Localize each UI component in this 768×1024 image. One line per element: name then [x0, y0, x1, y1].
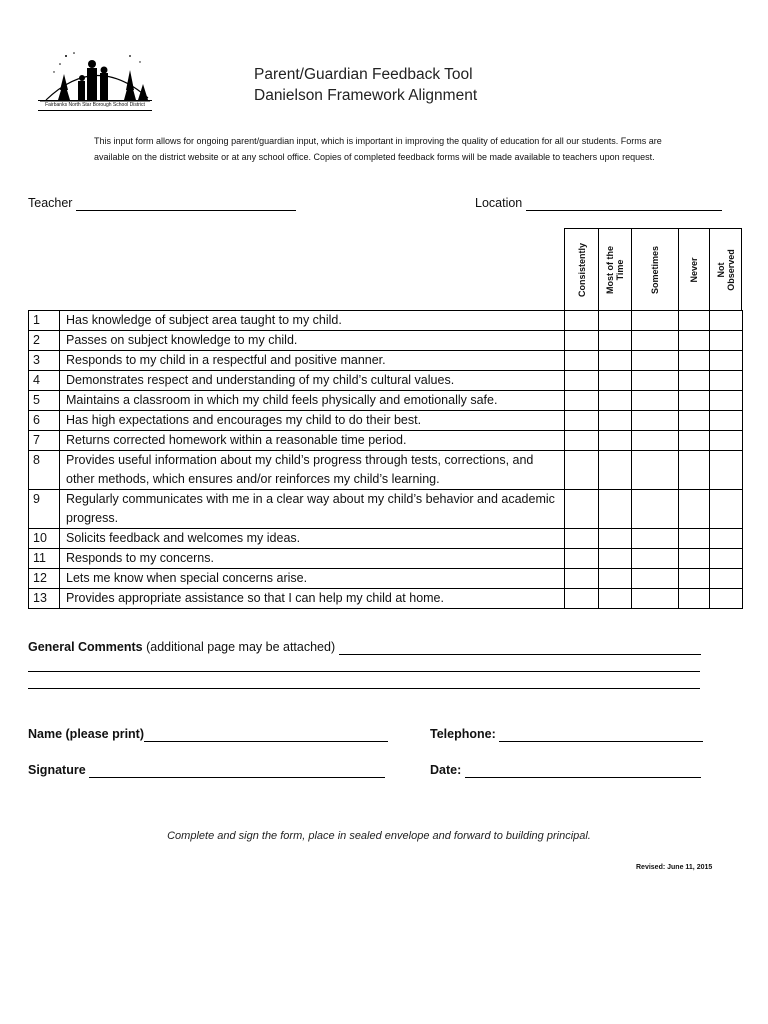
name-label: Name (please print) [28, 727, 145, 741]
rating-cell-most-of-the-time[interactable] [599, 451, 632, 490]
signature-input-line[interactable] [89, 765, 385, 778]
rating-cell-most-of-the-time[interactable] [599, 411, 632, 431]
item-number: 6 [29, 411, 60, 431]
telephone-input-line[interactable] [499, 729, 703, 742]
signature-field [28, 762, 385, 778]
rating-cell-not-observed[interactable] [710, 391, 743, 411]
rating-cell-not-observed[interactable] [710, 569, 743, 589]
rating-cell-most-of-the-time[interactable] [599, 589, 632, 609]
rating-cell-consistently[interactable] [565, 589, 599, 609]
item-number: 12 [29, 569, 60, 589]
comments-input-line-1[interactable] [339, 642, 701, 655]
rating-cell-sometimes[interactable] [632, 549, 679, 569]
teacher-field [28, 195, 296, 211]
rating-cell-sometimes[interactable] [632, 391, 679, 411]
rating-cell-most-of-the-time[interactable] [599, 490, 632, 529]
rating-cell-not-observed[interactable] [710, 451, 743, 490]
feedback-items-body [29, 311, 743, 609]
table-row [29, 569, 743, 589]
teacher-input-line[interactable] [76, 198, 296, 211]
telephone-field [430, 726, 703, 742]
title-line-2: Danielson Framework Alignment [254, 87, 478, 104]
table-row [29, 411, 743, 431]
date-input-line[interactable] [465, 765, 701, 778]
submission-instructions: Complete and sign the form, place in sealed envelope and forward to building principal. [167, 830, 591, 842]
general-comments-label: General Comments [28, 640, 143, 654]
rating-cell-sometimes[interactable] [632, 490, 679, 529]
item-text: Responds to my child in a respectful and positive manner. [60, 351, 565, 371]
rating-cell-sometimes[interactable] [632, 411, 679, 431]
item-text: Solicits feedback and welcomes my ideas. [60, 529, 565, 549]
page-title [254, 64, 477, 106]
item-text: Provides appropriate assistance so that I can help my child at home. [60, 589, 565, 609]
item-number: 4 [29, 371, 60, 391]
item-number: 10 [29, 529, 60, 549]
item-text: Responds to my concerns. [60, 549, 565, 569]
item-text: Has knowledge of subject area taught to my child. [60, 311, 565, 331]
name-input-line[interactable] [144, 729, 388, 742]
rating-cell-never[interactable] [679, 391, 710, 411]
rating-cell-never[interactable] [679, 371, 710, 391]
logo-caption: Fairbanks North Star Borough School District [38, 100, 152, 111]
rating-cell-sometimes[interactable] [632, 371, 679, 391]
rating-cell-most-of-the-time[interactable] [599, 529, 632, 549]
rating-cell-not-observed[interactable] [710, 371, 743, 391]
rating-cell-not-observed[interactable] [710, 589, 743, 609]
rating-cell-sometimes[interactable] [632, 331, 679, 351]
rating-cell-not-observed[interactable] [710, 411, 743, 431]
rating-cell-most-of-the-time[interactable] [599, 391, 632, 411]
table-row [29, 331, 743, 351]
item-number: 11 [29, 549, 60, 569]
comments-input-line-2[interactable] [28, 659, 700, 672]
table-row [29, 451, 743, 490]
rating-cell-most-of-the-time[interactable] [599, 549, 632, 569]
table-row [29, 490, 743, 529]
column-header-sometimes: Sometimes [631, 228, 679, 310]
feedback-items-table [28, 310, 743, 609]
rating-cell-most-of-the-time[interactable] [599, 431, 632, 451]
rating-cell-never[interactable] [679, 331, 710, 351]
rating-cell-sometimes[interactable] [632, 431, 679, 451]
column-header-never: Never [678, 228, 710, 310]
table-row [29, 391, 743, 411]
revised-date: Revised: June 11, 2015 [636, 864, 713, 871]
item-number: 8 [29, 451, 60, 490]
table-row [29, 549, 743, 569]
item-text: Regularly communicates with me in a clear way about my child’s behavior and academic progress. [60, 490, 565, 529]
rating-cell-never[interactable] [679, 451, 710, 490]
rating-cell-consistently[interactable] [565, 431, 599, 451]
general-comments-note: (additional page may be attached) [146, 640, 336, 654]
name-field [28, 726, 388, 742]
signature-label: Signature [28, 763, 86, 777]
rating-cell-most-of-the-time[interactable] [599, 371, 632, 391]
table-row [29, 311, 743, 331]
title-line-1: Parent/Guardian Feedback Tool [254, 66, 473, 83]
rating-cell-consistently[interactable] [565, 351, 599, 371]
comments-input-line-3[interactable] [28, 676, 700, 689]
rating-cell-most-of-the-time[interactable] [599, 351, 632, 371]
item-number: 13 [29, 589, 60, 609]
item-text: Returns corrected homework within a reasonable time period. [60, 431, 565, 451]
column-header-consistently: Consistently [564, 228, 599, 310]
column-header-not-observed: Not Observed [709, 228, 742, 310]
item-text: Passes on subject knowledge to my child. [60, 331, 565, 351]
rating-cell-never[interactable] [679, 411, 710, 431]
table-row [29, 371, 743, 391]
table-row [29, 529, 743, 549]
rating-cell-consistently[interactable] [565, 569, 599, 589]
item-number: 5 [29, 391, 60, 411]
rating-cell-not-observed[interactable] [710, 431, 743, 451]
rating-cell-most-of-the-time[interactable] [599, 311, 632, 331]
date-field [430, 762, 701, 778]
rating-cell-not-observed[interactable] [710, 331, 743, 351]
item-text: Has high expectations and encourages my child to do their best. [60, 411, 565, 431]
rating-cell-not-observed[interactable] [710, 311, 743, 331]
column-header-most-of-the-time: Most of the Time [598, 228, 632, 310]
rating-cell-never[interactable] [679, 490, 710, 529]
rating-cell-sometimes[interactable] [632, 529, 679, 549]
rating-cell-most-of-the-time[interactable] [599, 331, 632, 351]
item-number: 9 [29, 490, 60, 529]
rating-cell-never[interactable] [679, 549, 710, 569]
rating-cell-consistently[interactable] [565, 411, 599, 431]
intro-paragraph: This input form allows for ongoing parent/guardian input, which is important in improving the quality of education for all our students. Forms are available on the district website or at any school office. Copies of completed feedback forms will be made available to teachers upon request. [94, 136, 662, 162]
general-comments-field [28, 639, 701, 655]
item-text: Maintains a classroom in which my child feels physically and emotionally safe. [60, 391, 565, 411]
rating-cell-not-observed[interactable] [710, 549, 743, 569]
rating-cell-sometimes[interactable] [632, 311, 679, 331]
rating-cell-never[interactable] [679, 569, 710, 589]
rating-cell-never[interactable] [679, 431, 710, 451]
rating-cell-consistently[interactable] [565, 490, 599, 529]
table-row [29, 589, 743, 609]
rating-cell-not-observed[interactable] [710, 351, 743, 371]
rating-cell-not-observed[interactable] [710, 490, 743, 529]
rating-cell-consistently[interactable] [565, 331, 599, 351]
item-text: Demonstrates respect and understanding of my child’s cultural values. [60, 371, 565, 391]
rating-cell-consistently[interactable] [565, 451, 599, 490]
rating-cell-sometimes[interactable] [632, 569, 679, 589]
location-label: Location [475, 196, 523, 210]
table-row [29, 431, 743, 451]
location-input-line[interactable] [526, 198, 722, 211]
item-number: 7 [29, 431, 60, 451]
rating-cell-never[interactable] [679, 529, 710, 549]
item-number: 1 [29, 311, 60, 331]
rating-cell-most-of-the-time[interactable] [599, 569, 632, 589]
rating-cell-not-observed[interactable] [710, 529, 743, 549]
table-row [29, 351, 743, 371]
item-number: 2 [29, 331, 60, 351]
rating-cell-consistently[interactable] [565, 311, 599, 331]
rating-cell-sometimes[interactable] [632, 351, 679, 371]
item-text: Lets me know when special concerns arise. [60, 569, 565, 589]
rating-cell-consistently[interactable] [565, 371, 599, 391]
rating-cell-sometimes[interactable] [632, 589, 679, 609]
item-number: 3 [29, 351, 60, 371]
teacher-label: Teacher [28, 196, 73, 210]
rating-cell-consistently[interactable] [565, 549, 599, 569]
rating-cell-sometimes[interactable] [632, 451, 679, 490]
rating-cell-never[interactable] [679, 589, 710, 609]
location-field [475, 195, 722, 211]
telephone-label: Telephone: [430, 727, 496, 741]
rating-cell-consistently[interactable] [565, 529, 599, 549]
rating-cell-never[interactable] [679, 351, 710, 371]
rating-cell-never[interactable] [679, 311, 710, 331]
item-text: Provides useful information about my child’s progress through tests, corrections, and other methods, which ensures and/or reinforces my child’s learning. [60, 451, 565, 490]
date-label: Date: [430, 763, 462, 777]
rating-cell-consistently[interactable] [565, 391, 599, 411]
